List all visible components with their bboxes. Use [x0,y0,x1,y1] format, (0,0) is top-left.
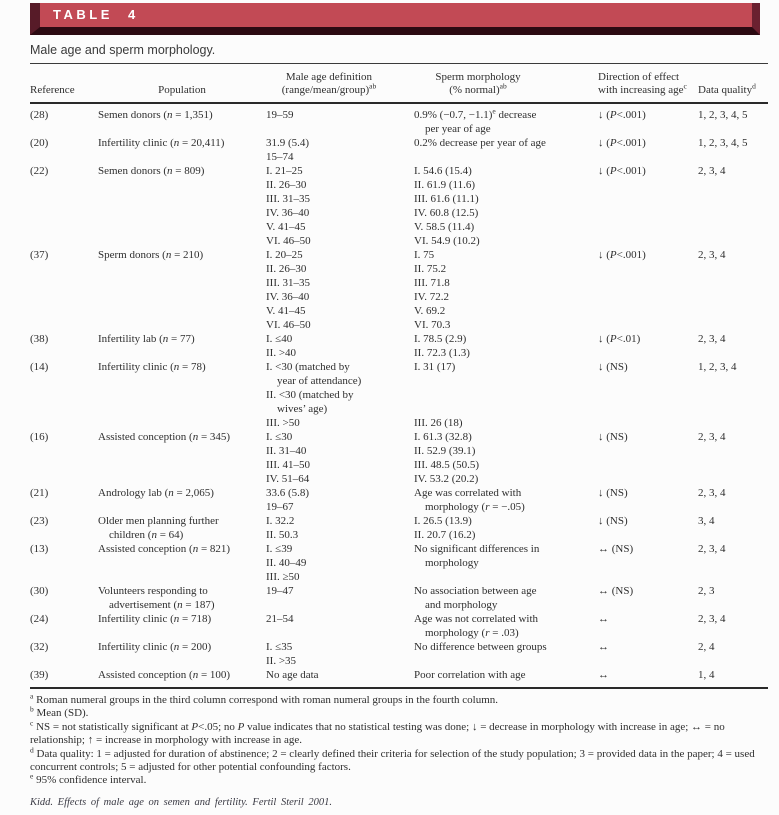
table-row [30,542,774,584]
data-quality-cell: 1, 2, 3, 4 [698,361,737,373]
data-quality-cell: 2, 4 [698,641,715,653]
data-quality-cell: 1, 4 [698,669,715,681]
reference-cell: (30) [30,585,49,597]
population-cell: Assisted conception (n = 345) [98,431,231,443]
age-definition-cell: 19–59 [266,109,294,121]
column-header: Male age definition (range/mean/group)$^{ab}$ [281,71,377,96]
data-quality-cell: 2, 3, 4 [698,543,726,555]
table-row [30,668,774,682]
footnote: $^e$ 95% confidence interval. [30,771,147,787]
population-cell: Infertility lab (n = 77) [98,333,195,345]
footnote: $^d$ Data quality: 1 = adjusted for duration of abstinence; 2 = clearly defined their criteria for selection of the study population; 3 = provided data in the paper; 4 = used concurrent controls; 5 = adjusted for other potential confounding factors. [30,744,755,774]
population-cell: Semen donors (n = 1,351) [98,109,213,121]
direction-cell: ↔ [598,641,609,653]
age-definition-cell: I. 20–25 II. 26–30 III. 31–35 IV. 36–40 V. 41–45 VI. 46–50 [266,249,311,331]
reference-cell: (22) [30,165,49,177]
reference-cell: (23) [30,515,49,527]
table-row [30,332,774,360]
table-title: Male age and sperm morphology. [30,43,216,57]
population-cell: Older men planning further children (n = 64) [98,515,219,541]
age-definition-cell: I. ≤39 II. 40–49 III. ≥50 [266,543,307,583]
morphology-cell: No difference between groups [414,641,547,653]
morphology-cell: I. 75 II. 75.2 III. 71.8 IV. 72.2 V. 69.2 VI. 70.3 [414,249,451,331]
direction-cell: ↓ (NS) [598,431,628,443]
footnote: $^b$ Mean (SD). [30,704,89,720]
direction-cell: ↓ (P<.01) [598,333,641,345]
column-header: Reference [30,84,75,96]
population-cell: Andrology lab (n = 2,065) [98,487,214,499]
direction-cell: ↓ (NS) [598,361,628,373]
table-row [30,612,774,640]
data-quality-cell: 2, 3 [698,585,715,597]
population-cell: Volunteers responding to advertisement (n = 187) [98,585,215,611]
table-row [30,136,774,164]
data-quality-cell: 2, 3, 4 [698,333,726,345]
population-cell: Infertility clinic (n = 78) [98,361,206,373]
footnote: $^c$ NS = not statistically significant at P<.05; no P value indicates that no statistical testing was done; ↓ = decrease in morphology with increase in age; ↔ = no relationship; ↑ = increase in morphology with increase in age. [30,718,725,747]
reference-cell: (28) [30,109,49,121]
table-row [30,430,774,486]
age-definition-cell: I. 32.2 II. 50.3 [266,515,299,541]
population-cell: Semen donors (n = 809) [98,165,205,177]
morphology-cell: No association between age and morphology [414,585,537,611]
morphology-cell: 0.2% decrease per year of age [414,137,546,149]
table-row [30,514,774,542]
footnotes [30,691,776,788]
age-definition-cell: 31.9 (5.4) 15–74 [266,137,310,163]
reference-cell: (39) [30,669,49,681]
table-row [30,248,774,332]
data-quality-cell: 2, 3, 4 [698,249,726,261]
reference-cell: (14) [30,361,49,373]
age-definition-cell: 21–54 [266,613,294,625]
rule-table-bottom [30,687,768,689]
morphology-cell: Age was not correlated with morphology (r = .03) [414,613,539,639]
table-row [30,108,774,136]
morphology-cell: Age was correlated with morphology (r = −.05) [414,487,525,513]
morphology-cell: Poor correlation with age [414,669,526,681]
data-quality-cell: 1, 2, 3, 4, 5 [698,109,748,121]
column-header: Population [158,84,206,96]
age-definition-cell: I. ≤35 II. >35 [266,641,297,667]
data-quality-cell: 2, 3, 4 [698,613,726,625]
morphology-cell: I. 26.5 (13.9) II. 20.7 (16.2) [414,515,476,541]
population-cell: Infertility clinic (n = 200) [98,641,212,653]
reference-cell: (21) [30,487,49,499]
morphology-cell: I. 78.5 (2.9) II. 72.3 (1.3) [414,333,470,359]
data-quality-cell: 2, 3, 4 [698,487,726,499]
direction-cell: ↓ (NS) [598,515,628,527]
reference-cell: (20) [30,137,49,149]
population-cell: Assisted conception (n = 821) [98,543,231,555]
table-body [30,104,774,687]
column-header: Sperm morphology (% normal)$^{ab}$ [435,71,521,96]
reference-cell: (24) [30,613,49,625]
age-definition-cell: 33.6 (5.8) 19–67 [266,487,310,513]
data-quality-cell: 3, 4 [698,515,715,527]
direction-cell: ↓ (P<.001) [598,165,646,177]
table-row [30,360,774,430]
column-header: Direction of effect with increasing age$^c$ [598,71,687,96]
direction-cell: ↔ [598,613,609,625]
table-number-label: TABLE 4 [53,7,139,22]
table-number-banner [30,3,760,35]
table-row [30,584,774,612]
age-definition-cell: I. ≤40 II. >40 [266,333,297,359]
reference-cell: (32) [30,641,49,653]
age-definition-cell: I. 21–25 II. 26–30 III. 31–35 IV. 36–40 V. 41–45 VI. 46–50 [266,165,311,247]
morphology-cell: I. 61.3 (32.8) II. 52.9 (39.1) III. 48.5 (50.5) IV. 53.2 (20.2) [414,431,480,485]
direction-cell: ↔ [598,669,609,681]
reference-cell: (37) [30,249,49,261]
population-cell: Infertility clinic (n = 718) [98,613,212,625]
age-definition-cell: I. <30 (matched by year of attendance) II. <30 (matched by wives’ age) III. >50 [266,361,362,429]
morphology-cell: No significant differences in morphology [414,543,540,569]
reference-cell: (38) [30,333,49,345]
direction-cell: ↓ (NS) [598,487,628,499]
age-definition-cell: 19–47 [266,585,294,597]
direction-cell: ↔ (NS) [598,543,634,555]
morphology-cell: 0.9% (−0.7, −1.1)$^e$ decrease per year of age [414,106,537,135]
age-definition-cell: I. ≤30 II. 31–40 III. 41–50 IV. 51–64 [266,431,310,485]
column-header: Data quality$^d$ [698,81,756,96]
morphology-cell: I. 54.6 (15.4) II. 61.9 (11.6) III. 61.6 (11.1) IV. 60.8 (12.5) V. 58.5 (11.4) VI. 54.9 (10.2) [414,165,480,247]
table-row [30,486,774,514]
table-row [30,640,774,668]
population-cell: Infertility clinic (n = 20,411) [98,137,225,149]
reference-cell: (13) [30,543,49,555]
table-header-row [30,64,768,102]
data-quality-cell: 1, 2, 3, 4, 5 [698,137,748,149]
population-cell: Assisted conception (n = 100) [98,669,231,681]
population-cell: Sperm donors (n = 210) [98,249,204,261]
direction-cell: ↓ (P<.001) [598,109,646,121]
footnote: $^a$ Roman numeral groups in the third column correspond with roman numeral groups in the fourth column. [30,691,499,706]
direction-cell: ↓ (P<.001) [598,137,646,149]
data-quality-cell: 2, 3, 4 [698,165,726,177]
reference-cell: (16) [30,431,49,443]
direction-cell: ↓ (P<.001) [598,249,646,261]
age-definition-cell: No age data [266,669,319,681]
table-row [30,164,774,248]
data-quality-cell: 2, 3, 4 [698,431,726,443]
citation: Kidd. Effects of male age on semen and fertility. Fertil Steril 2001. [30,796,332,808]
direction-cell: ↔ (NS) [598,585,634,597]
morphology-cell: I. 31 (17) III. 26 (18) [414,361,463,429]
